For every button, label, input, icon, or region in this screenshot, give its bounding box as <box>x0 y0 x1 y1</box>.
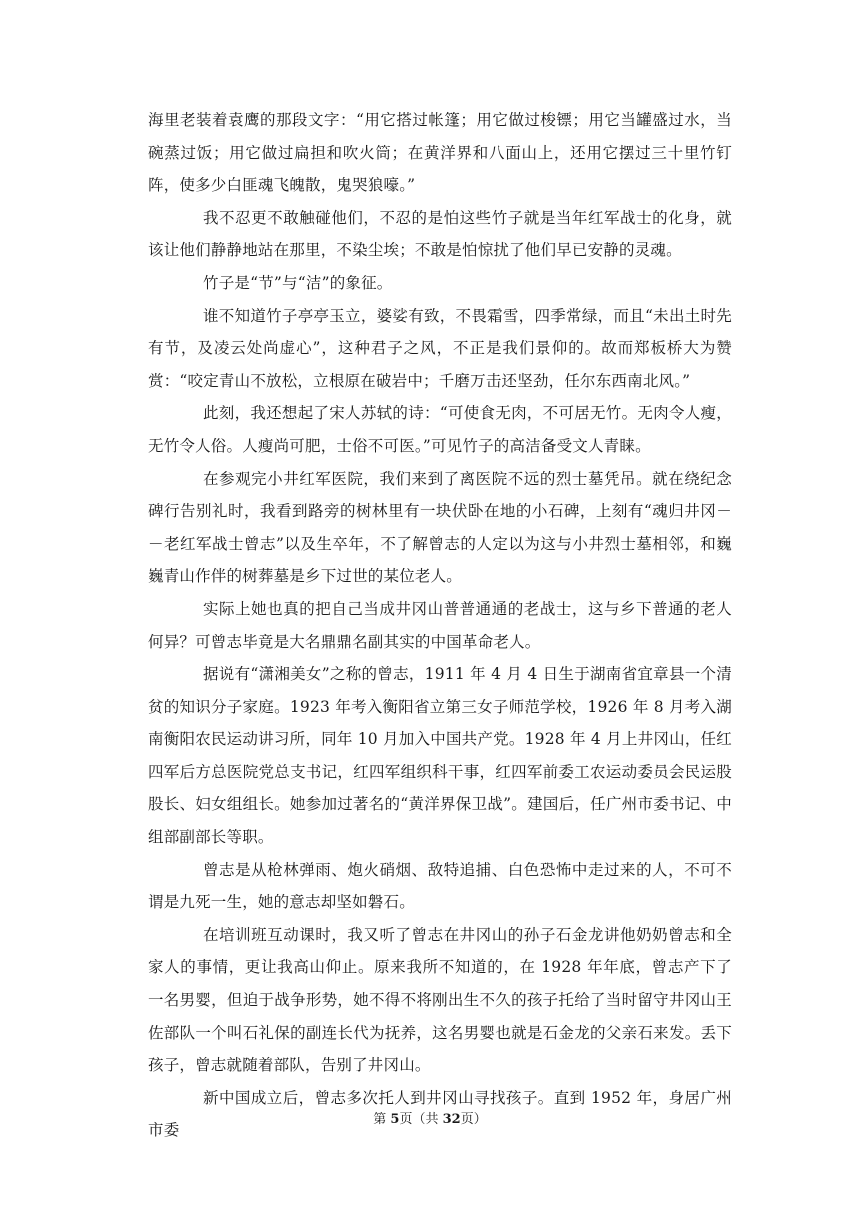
paragraph: 据说有“潇湘美女”之称的曾志，1911 年 4 月 4 日生于湖南省宜章县一个清贫的知识分子家庭。1923 年考入衡阳省立第三女子师范学校，1926 年 8 月考入湖南衡阳农民运动讲习所，同年 10 月加入中国共产党。1928 年 4 月上井冈山，任红四军后方总医院党总支书记，红四军组织科干事，红四军前委工农运动委员会民运股股长、妇女组组长。她参加过著名的“黄洋界保卫战”。建国后，任广州市委书记、中组部副部长等职。 <box>148 665 732 847</box>
total-page-count: 32 <box>442 1112 461 1127</box>
paragraph: 海里老装着袁鹰的那段文字：“用它搭过帐篷；用它做过梭镖；用它当罐盛过水，当碗蒸过饭；用它做过扁担和吹火筒；在黄洋界和八面山上，还用它摆过三十里竹钉阵，使多少白匪魂飞魄散，鬼哭狼嚎。” <box>148 111 732 195</box>
paragraph: 我不忍更不敢触碰他们，不忍的是怕这些竹子就是当年红军战士的化身，就该让他们静静地站在那里，不染尘埃；不敢是怕惊扰了他们早已安静的灵魂。 <box>148 208 732 260</box>
paragraph: 竹子是“节”与“洁”的象征。 <box>203 273 393 292</box>
footer-middle: 页（共 <box>399 1112 443 1127</box>
page-footer <box>0 1111 860 1129</box>
paragraph: 实际上她也真的把自己当成井冈山普普通通的老战士，这与乡下普通的老人何异？可曾志毕竟是大名鼎鼎名副其实的中国革命老人。 <box>148 599 732 651</box>
footer-prefix: 第 <box>373 1112 391 1127</box>
paragraph: 在培训班互动课时，我又听了曾志在井冈山的孙子石金龙讲他奶奶曾志和全家人的事情，更让我高山仰止。原来我所不知道的，在 1928 年年底，曾志产下了一名男婴，但迫于战争形势，她不得不将刚出生不久的孩子托给了当时留守井冈山王佐部队一个叫石礼保的副连长代为抚养，这名男婴也就是石金龙的父亲石来发。丢下孩子，曾志就随着部队，告别了井冈山。 <box>148 925 732 1075</box>
footer-suffix: 页） <box>460 1112 487 1127</box>
paragraph: 新中国成立后，曾志多次托人到井冈山寻找孩子。直到 1952 年，身居广州市委 <box>148 1088 732 1140</box>
paragraph: 谁不知道竹子亭亭玉立，婆娑有致，不畏霜雪，四季常绿，而且“未出土时先有节，及凌云处尚虚心”，这种君子之风，不正是我们景仰的。故而郑板桥大为赞赏：“咬定青山不放松，立根原在破岩中；千磨万击还坚劲，任尔东西南北风。” <box>148 306 732 390</box>
current-page-number: 5 <box>390 1112 400 1127</box>
paragraph: 此刻，我还想起了宋人苏轼的诗：“可使食无肉，不可居无竹。无肉令人瘦，无竹令人俗。人瘦尚可肥，士俗不可医。”可见竹子的高洁备受文人青睐。 <box>148 404 732 455</box>
paragraph: 在参观完小井红军医院，我们来到了离医院不远的烈士墓凭吊。就在绕纪念碑行告别礼时，我看到路旁的树林里有一块伏卧在地的小石碑，上刻有“魂归井冈－－老红军战士曾志”以及生卒年，不了解曾志的人定以为这与小井烈士墓相邻，和巍巍青山作伴的树葬墓是乡下过世的某位老人。 <box>148 469 732 586</box>
article-body <box>148 104 732 1147</box>
paragraph: 曾志是从枪林弹雨、炮火硝烟、敌特追捕、白色恐怖中走过来的人，不可不谓是九死一生，她的意志却坚如磐石。 <box>148 860 732 912</box>
